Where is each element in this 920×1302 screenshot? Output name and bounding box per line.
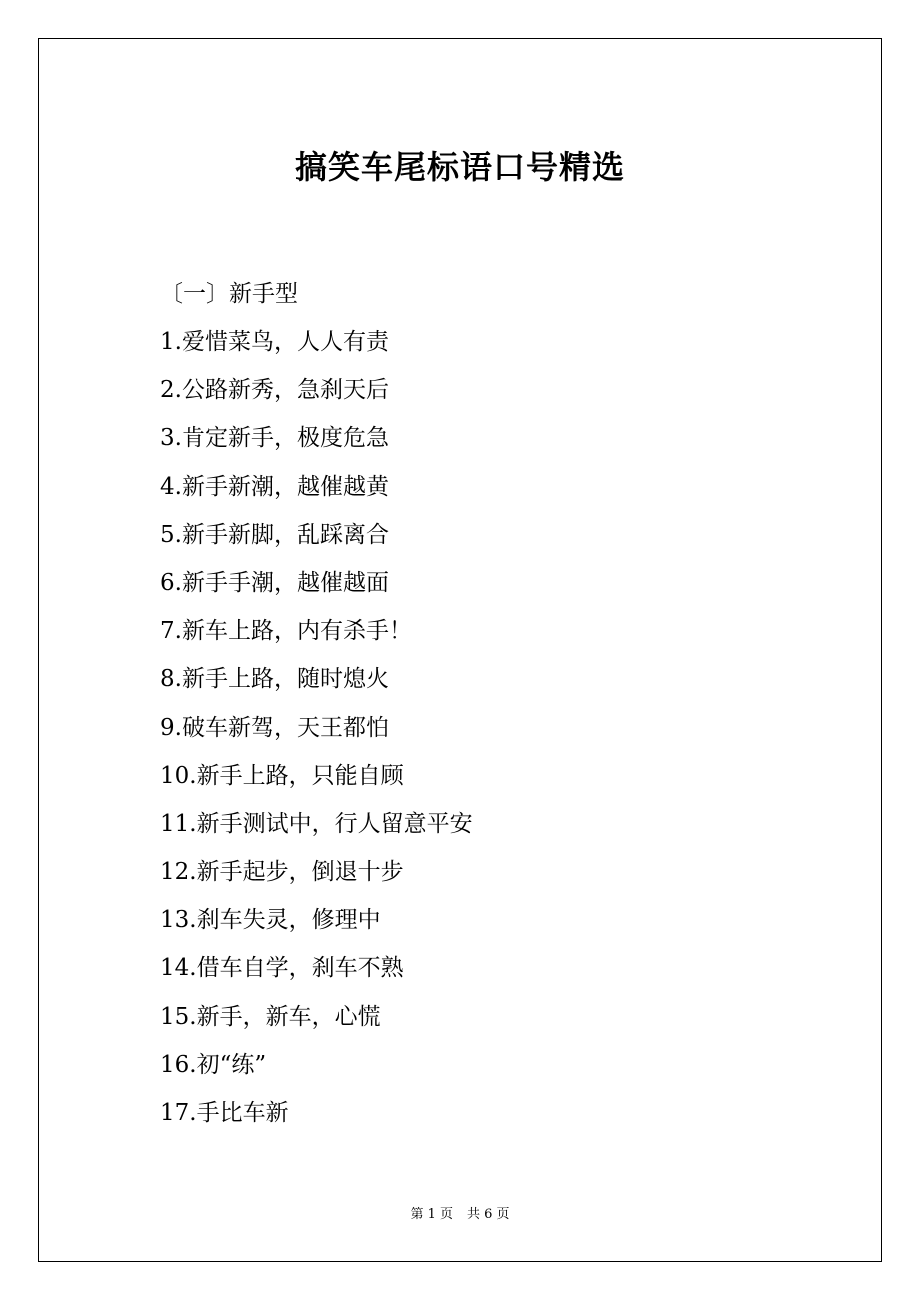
list-item: 12.新手起步，倒退十步	[160, 859, 404, 886]
document-title: 搞笑车尾标语口号精选	[294, 148, 625, 186]
list-item: 3.肯定新手，极度危急	[160, 425, 389, 452]
page-number-total: 共 6 页	[467, 1207, 510, 1222]
section-heading: 〔一〕新手型	[160, 281, 298, 307]
list-item: 1.爱惜菜鸟，人人有责	[160, 329, 389, 355]
list-item: 7.新车上路，内有杀手！	[160, 618, 412, 645]
list-item: 5.新手新脚，乱踩离合	[160, 521, 389, 548]
list-item: 14.借车自学，刹车不熟	[160, 955, 404, 982]
list-item: 16.初“练”	[160, 1051, 267, 1078]
page-footer	[0, 1205, 920, 1225]
page-number-current: 第 1 页	[410, 1207, 453, 1222]
list-item: 4.新手新潮，越催越黄	[160, 473, 389, 500]
list-item: 6.新手手潮，越催越面	[160, 569, 389, 596]
list-item: 11.新手测试中，行人留意平安	[160, 810, 473, 837]
list-item: 10.新手上路，只能自顾	[160, 762, 404, 789]
list-item: 2.公路新秀，急刹天后	[160, 377, 389, 404]
list-item: 8.新手上路，随时熄火	[160, 666, 389, 693]
list-item: 13.刹车失灵，修理中	[160, 907, 381, 934]
list-item: 17.手比车新	[160, 1100, 289, 1126]
list-item: 9.破车新驾，天王都怕	[160, 714, 389, 741]
list-item: 15.新手，新车，心慌	[160, 1003, 381, 1030]
slogan-list	[160, 325, 473, 1144]
